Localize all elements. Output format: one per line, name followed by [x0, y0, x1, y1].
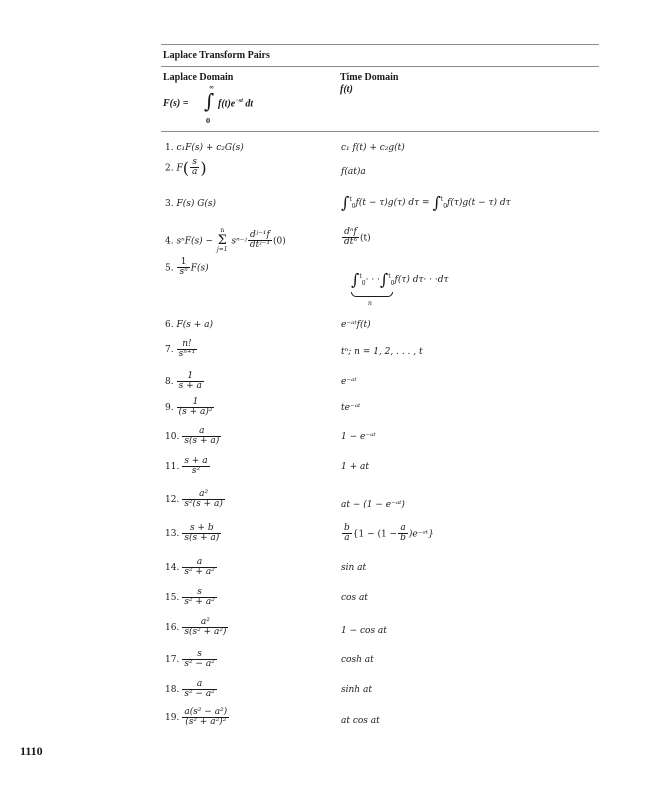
summation-sign-icon: Σ — [217, 233, 227, 249]
row-15-laplace: 15. $\frac{s}{\text{s² + a²}}$ — [165, 587, 215, 608]
row-17-time: cosh at — [341, 655, 374, 665]
row-17-laplace: 17. $\frac{s}{\text{s² − a²}}$ — [165, 649, 215, 670]
row-4-laplace: 4. sⁿF(s) − n Σ j=1 sⁿ⁻ʲ $\frac{\text{dʲ⁻¹f}}{\text{dtʲ⁻¹}}$ (0) — [165, 227, 286, 254]
row-19-laplace: 19. $\frac{\text{a(s² − a²)}}{\text{(s² + a²)²}}$ — [165, 707, 228, 728]
row-18-laplace: 18. $\frac{a}{\text{s² − a²}}$ — [165, 679, 215, 700]
underbrace-icon — [351, 292, 393, 297]
row-15-time: cos at — [341, 593, 368, 603]
table-title: Laplace Transform Pairs — [163, 50, 270, 61]
row-3-laplace: 3. F(s) G(s) — [165, 199, 217, 209]
row-5-n-label: n — [368, 300, 372, 307]
row-19-time: at cos at — [341, 716, 380, 726]
definition-lower-limit: 0 — [206, 118, 211, 125]
definition-upper-limit: ∞ — [209, 84, 214, 91]
row-6-time: e⁻ᵃᵗf(t) — [341, 320, 371, 330]
row-5-laplace: 5. $\frac{1}{\text{sⁿ}}$ F(s) — [165, 257, 209, 278]
row-12-time: at − (1 − e⁻ᵃᵗ) — [341, 500, 405, 510]
row-9-time: te⁻ᵃᵗ — [341, 403, 361, 413]
row-12-laplace: 12. $\frac{\text{a²}}{\text{s²(s + a)}}$ — [165, 489, 223, 510]
row-18-time: sinh at — [341, 685, 372, 695]
integral-sign-icon: ∫ — [379, 270, 389, 289]
row-6-laplace: 6. F(s + a) — [165, 320, 213, 330]
row-8-time: e⁻ᵃᵗ — [341, 377, 357, 387]
row-10-time: 1 − e⁻ᵃᵗ — [341, 432, 376, 442]
row-2-laplace: 2. F( $\frac{s}{a}$ ) — [165, 157, 207, 178]
time-domain-header: Time Domain — [340, 72, 399, 83]
row-11-laplace: 11. $\frac{s + a}{\text{s²}}$ — [165, 456, 208, 477]
row-13-laplace: 13. $\frac{s + b}{s(s + a)}$ — [165, 523, 220, 544]
page-number: 1110 — [20, 744, 43, 758]
row-2-time: f(at)a — [341, 167, 366, 177]
row-16-laplace: 16. $\frac{\text{a²}}{\text{s(s² + a²)}}$ — [165, 617, 227, 638]
row-16-time: 1 − cos at — [341, 626, 387, 636]
header-rule — [161, 131, 599, 132]
row-7-laplace: 7. $\frac{n!}{\text{sⁿ⁺¹}}$ — [165, 339, 196, 360]
row-4-time: $\frac{\text{dⁿf}}{\text{dtⁿ}}$ (t) — [344, 227, 371, 248]
integral-sign-icon: ∫ — [341, 193, 350, 212]
row-14-laplace: 14. $\frac{a}{\text{s² + a²}}$ — [165, 557, 215, 578]
row-14-time: sin at — [341, 563, 367, 573]
row-13-time: $\frac{b}{a}$ {1 − (1 − $\frac{a}{b}$ )e⁻ᵃᵗ} — [344, 523, 434, 544]
definition-lhs: F(s) = — [163, 98, 189, 109]
row-10-laplace: 10. $\frac{a}{s(s + a)}$ — [165, 426, 220, 447]
laplace-domain-header: Laplace Domain — [163, 72, 234, 83]
definition-integrand: $f(t)e^{-st}$ dt — [218, 98, 254, 110]
row-3-time: ∫$^t_0$f(t − τ)g(τ) dτ = ∫$^t_0$f(τ)g(t − τ) dτ — [341, 193, 511, 212]
top-rule — [161, 44, 599, 45]
integral-sign-icon: ∫ — [204, 89, 215, 113]
row-5-time: ∫$^t_0$· · ·∫$^t_0$f(τ) dτ· · ·dτ — [351, 270, 449, 289]
row-9-laplace: 9. $\frac{1}{\text{(s + a)²}}$ — [165, 397, 213, 418]
time-domain-sub: f(t) — [340, 84, 353, 95]
row-8-laplace: 8. $\frac{1}{s + a}$ — [165, 371, 202, 392]
integral-sign-icon: ∫ — [432, 193, 441, 212]
integral-sign-icon: ∫ — [351, 270, 360, 289]
title-rule — [161, 66, 599, 67]
row-1-laplace: 1. c₁F(s) + c₂G(s) — [165, 143, 244, 153]
row-11-time: 1 + at — [341, 462, 369, 472]
row-7-time: tⁿ; n = 1, 2, . . . , t — [341, 347, 423, 357]
row-1-time: c₁ f(t) + c₂g(t) — [341, 143, 405, 153]
